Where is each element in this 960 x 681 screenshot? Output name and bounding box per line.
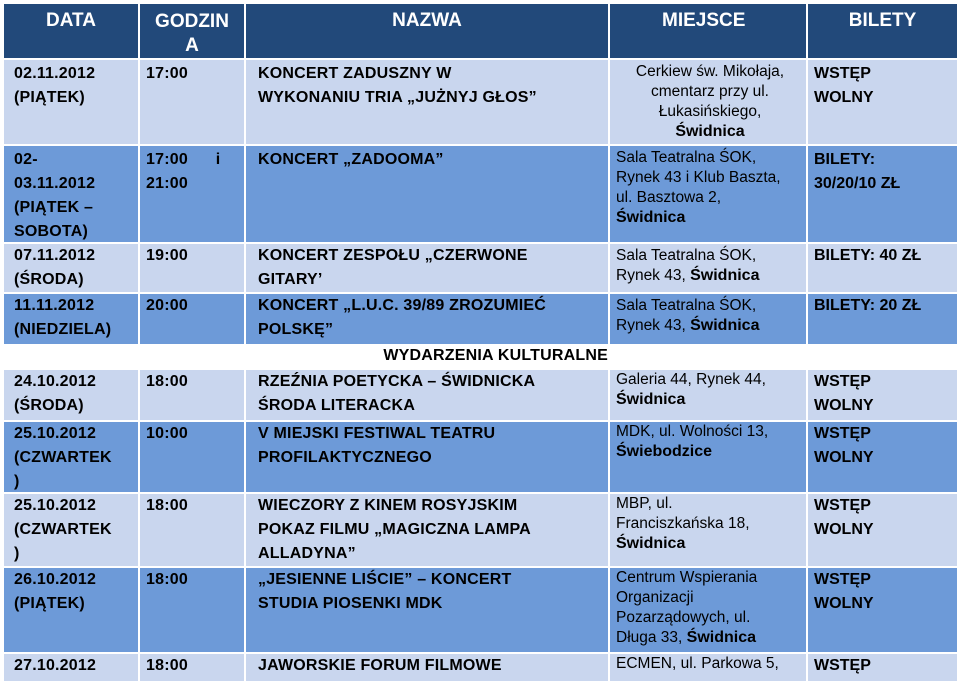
event3-place-town: Świdnica [616,535,686,552]
event5-time-value: 18:00 [146,657,188,674]
header-bilety-label: BILETY [848,10,917,31]
event5-place [610,654,806,681]
row2-place-line1: Sala Teatralna ŚOK, [616,149,757,166]
event3-date-line2: (CZWARTEK [14,521,112,538]
event2-name-line1: V MIEJSKI FESTIWAL TEATRU [258,425,496,442]
row1-date [4,60,138,144]
row1-name [246,60,608,144]
row3-place-line2: Rynek 43, [616,267,686,284]
row3-time-value: 19:00 [146,247,188,264]
event3-name [246,494,608,566]
event3-place [610,494,806,566]
row4-place-line2: Rynek 43, [616,317,686,334]
event4-date [4,568,138,652]
event4-date-line1: 26.10.2012 [14,571,97,588]
row3-date-line2: (ŚRODA) [14,271,84,288]
event2-date-line3: ) [14,473,20,490]
event4-name-line2: STUDIA PIOSENKI MDK [258,595,443,612]
row4-date-line2: (NIEDZIELA) [14,321,112,338]
row4-time-value: 20:00 [146,297,188,314]
event1-name-line1: RZEŹNIA POETYCKA – ŚWIDNICKA [258,373,536,390]
event1-place [610,370,806,420]
event1-date [4,370,138,420]
row2-ticket [808,146,957,242]
row1-place-line2: cmentarz przy ul. [650,83,769,100]
event4-ticket-line2: WOLNY [814,595,874,612]
header-miejsce-label: MIEJSCE [662,10,746,31]
event3-date-line3: ) [14,545,20,562]
row1-time-value: 17:00 [146,65,188,82]
row2-date-line1: 02- [14,151,38,168]
event1-time [140,370,244,420]
row1-name-line1: KONCERT ZADUSZNY W [258,65,452,82]
row4-date [4,294,138,344]
row4-ticket [808,294,957,344]
event4-date-line2: (PIĄTEK) [14,595,85,612]
event4-place [610,568,806,652]
event1-ticket-line1: WSTĘP [814,373,871,390]
row1-ticket-line2: WOLNY [814,89,874,106]
row3-ticket-line1: BILETY: 40 ZŁ [814,247,922,264]
event3-time-value: 18:00 [146,497,188,514]
event4-place-line2: Organizacji [616,589,694,606]
event1-place-line1: Galeria 44, Rynek 44, [616,371,766,388]
row2-time-line2: 21:00 [146,175,188,192]
row2-time-line1: 17:00 i [146,151,221,168]
row2-date-line2: 03.11.2012 [14,175,96,192]
event3-name-line3: ALLADYNA” [258,545,356,562]
event1-time-value: 18:00 [146,373,188,390]
event1-name-line2: ŚRODA LITERACKA [258,397,416,414]
row2-date-line4: SOBOTA) [14,223,88,240]
event1-name [246,370,608,420]
row3-ticket [808,244,957,292]
event3-place-line1: MBP, ul. [616,495,673,512]
event3-date [4,494,138,566]
row3-date-line1: 07.11.2012 [14,247,96,264]
event3-ticket-line1: WSTĘP [814,497,871,514]
event2-place [610,422,806,492]
header-bilety [808,4,957,58]
event4-ticket [808,568,957,652]
header-data [4,4,138,58]
event1-ticket-line2: WOLNY [814,397,874,414]
row2-place-line2: Rynek 43 i Klub Baszta, [616,169,781,186]
row1-place-line3: Łukasińskiego, [658,103,762,120]
row3-name-line2: GITARY’ [258,271,323,288]
event4-place-line4: Długa 33, [616,629,683,646]
event3-name-line2: POKAZ FILMU „MAGICZNA LAMPA [258,521,531,538]
row4-place [610,294,806,344]
event3-date-line1: 25.10.2012 [14,497,97,514]
row1-time [140,60,244,144]
event4-time-value: 18:00 [146,571,188,588]
event2-ticket [808,422,957,492]
row2-name [246,146,608,242]
section-title [246,344,608,368]
row4-name [246,294,608,344]
event2-place-town: Świebodzice [616,443,713,460]
event2-ticket-line2: WOLNY [814,449,874,466]
row3-name [246,244,608,292]
header-godzina-line1: GODZIN [155,11,229,32]
row1-ticket-line1: WSTĘP [814,65,871,82]
event1-place-town: Świdnica [616,391,686,408]
header-nazwa [246,4,608,58]
row1-date-line1: 02.11.2012 [14,65,96,82]
row2-name-line1: KONCERT „ZADOOMA” [258,151,444,168]
event2-date [4,422,138,492]
row2-date [4,146,138,242]
event4-place-line3: Pozarządowych, ul. [616,609,751,626]
row4-place-line1: Sala Teatralna ŚOK, [616,297,757,314]
header-miejsce [610,4,806,58]
event2-time-value: 10:00 [146,425,188,442]
row2-ticket-line2: 30/20/10 ZŁ [814,175,901,192]
row3-time [140,244,244,292]
event2-place-line1: MDK, ul. Wolności 13, [616,423,769,440]
event5-ticket-line1: WSTĘP [814,657,871,674]
row4-name-line2: POLSKĘ” [258,321,334,338]
row4-date-line1: 11.11.2012 [14,297,95,314]
event4-place-line1: Centrum Wspierania [616,569,758,586]
row3-place [610,244,806,292]
event2-name-line2: PROFILAKTYCZNEGO [258,449,432,466]
event5-date-line1: 27.10.2012 [14,657,97,674]
event5-time [140,654,244,681]
event2-name [246,422,608,492]
event5-place-line1: ECMEN, ul. Parkowa 5, [616,655,779,672]
event4-time [140,568,244,652]
row1-place-line1: Cerkiew św. Mikołaja, [635,63,785,80]
event1-date-line1: 24.10.2012 [14,373,97,390]
row1-ticket [808,60,957,144]
row4-place-town: Świdnica [690,317,760,334]
event3-ticket-line2: WOLNY [814,521,874,538]
event3-name-line1: WIECZORY Z KINEM ROSYJSKIM [258,497,518,514]
event5-ticket [808,654,957,681]
event5-name-line1: JAWORSKIE FORUM FILMOWE [258,657,502,674]
header-data-label: DATA [46,10,96,31]
event3-time [140,494,244,566]
event2-date-line2: (CZWARTEK [14,449,112,466]
event4-place-town: Świdnica [686,629,757,646]
header-godzina-line2: A [185,35,199,56]
row3-name-line1: KONCERT ZESPOŁU „CZERWONE [258,247,528,264]
event5-date [4,654,138,681]
event1-ticket [808,370,957,420]
event5-name [246,654,608,681]
event3-place-line2: Franciszkańska 18, [616,515,750,532]
event4-ticket-line1: WSTĘP [814,571,871,588]
header-nazwa-label: NAZWA [392,10,462,31]
row2-date-line3: (PIĄTEK – [14,199,94,216]
event4-name-line1: „JESIENNE LIŚCIE” – KONCERT [258,571,512,588]
row4-ticket-line1: BILETY: 20 ZŁ [814,297,922,314]
row1-place-town: Świdnica [675,123,745,140]
event1-date-line2: (ŚRODA) [14,397,84,414]
row1-date-line2: (PIĄTEK) [14,89,85,106]
event3-ticket [808,494,957,566]
row1-place [610,60,806,144]
row3-place-line1: Sala Teatralna ŚOK, [616,247,757,264]
row2-place [610,146,806,242]
row2-ticket-line1: BILETY: [814,151,876,168]
row3-date [4,244,138,292]
row4-time [140,294,244,344]
row2-place-town: Świdnica [616,209,686,226]
event2-date-line1: 25.10.2012 [14,425,97,442]
event4-name [246,568,608,652]
event2-time [140,422,244,492]
row2-time [140,146,244,242]
event2-ticket-line1: WSTĘP [814,425,871,442]
row2-place-line3: ul. Basztowa 2, [616,189,722,206]
header-godzina [140,4,244,58]
row4-name-line1: KONCERT „L.U.C. 39/89 ZROZUMIEĆ [258,297,547,314]
row1-name-line2: WYKONANIU TRIA „JUŻNYJ GŁOS” [258,89,537,106]
row3-place-town: Świdnica [690,267,760,284]
section-title-label: WYDARZENIA KULTURALNE [383,347,608,364]
